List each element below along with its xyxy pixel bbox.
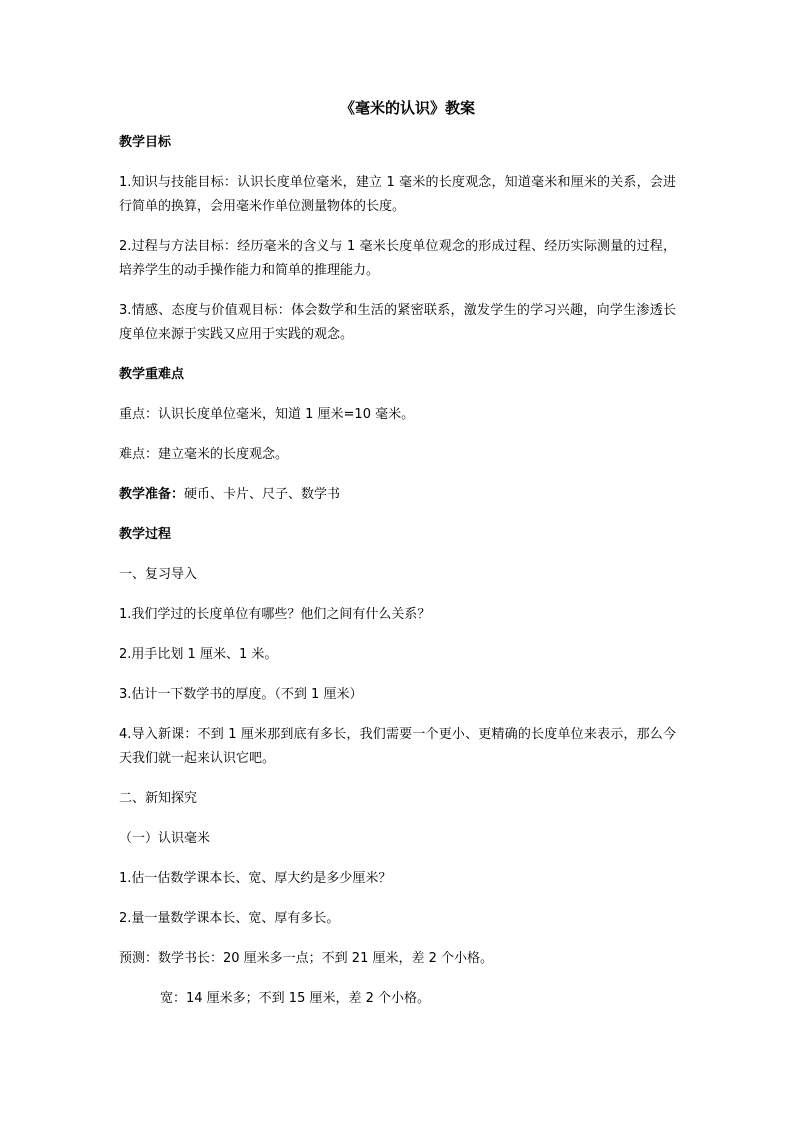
- review-item-3: 3.估计一下数学书的厚度。（不到 1 厘米）: [119, 687, 363, 702]
- difficult-point: 难点：建立毫米的长度观念。: [119, 447, 289, 462]
- objective-3: 3.情感、态度与价值观目标：体会数学和生活的紧密联系，激发学生的学习兴趣，向学生渗透长度单位来源于实践又应用于实践的观念。: [119, 303, 676, 342]
- prediction-line-2: 宽：14 厘米多；不到 15 厘米，差 2 个小格。: [160, 991, 431, 1006]
- document-title: 《毫米的认识》教案: [339, 99, 475, 117]
- part-2-heading: 二、新知探究: [119, 791, 198, 806]
- objective-1: 1.知识与技能目标：认识长度单位毫米，建立 1 毫米的长度观念，知道毫米和厘米的关系，会进行简单的换算，会用毫米作单位测量物体的长度。: [119, 175, 676, 214]
- document-body: [119, 96, 676, 1027]
- objective-2: 2.过程与方法目标：经历毫米的含义与 1 毫米长度单位观念的形成过程、经历实际测量的过程，培养学生的动手操作能力和简单的推理能力。: [119, 239, 676, 278]
- preparation-text: 硬币、卡片、尺子、数学书: [184, 487, 341, 502]
- objectives-heading: 教学目标: [119, 135, 172, 150]
- prediction-line-1: 预测：数学书长：20 厘米多一点；不到 21 厘米，差 2 个小格。: [119, 951, 494, 966]
- subpart-1-heading: （一）认识毫米: [119, 831, 211, 846]
- explore-item-2: 2.量一量数学课本长、宽、厚有多长。: [119, 911, 340, 926]
- key-point: 重点：认识长度单位毫米，知道 1 厘米=10 毫米。: [119, 407, 415, 422]
- review-item-1: 1.我们学过的长度单位有哪些？他们之间有什么关系？: [119, 607, 431, 622]
- review-item-2: 2.用手比划 1 厘米、1 米。: [119, 647, 278, 662]
- review-item-4: 4.导入新课：不到 1 厘米那到底有多长，我们需要一个更小、更精确的长度单位来表示，那么今天我们就一起来认识它吧。: [119, 727, 676, 766]
- preparation-line: [119, 483, 676, 507]
- preparation-label: 教学准备：: [119, 487, 185, 502]
- key-points-heading: 教学重难点: [119, 367, 185, 382]
- part-1-heading: 一、复习导入: [119, 567, 198, 582]
- process-heading: 教学过程: [119, 527, 172, 542]
- explore-item-1: 1.估一估数学课本长、宽、厚大约是多少厘米？: [119, 871, 392, 886]
